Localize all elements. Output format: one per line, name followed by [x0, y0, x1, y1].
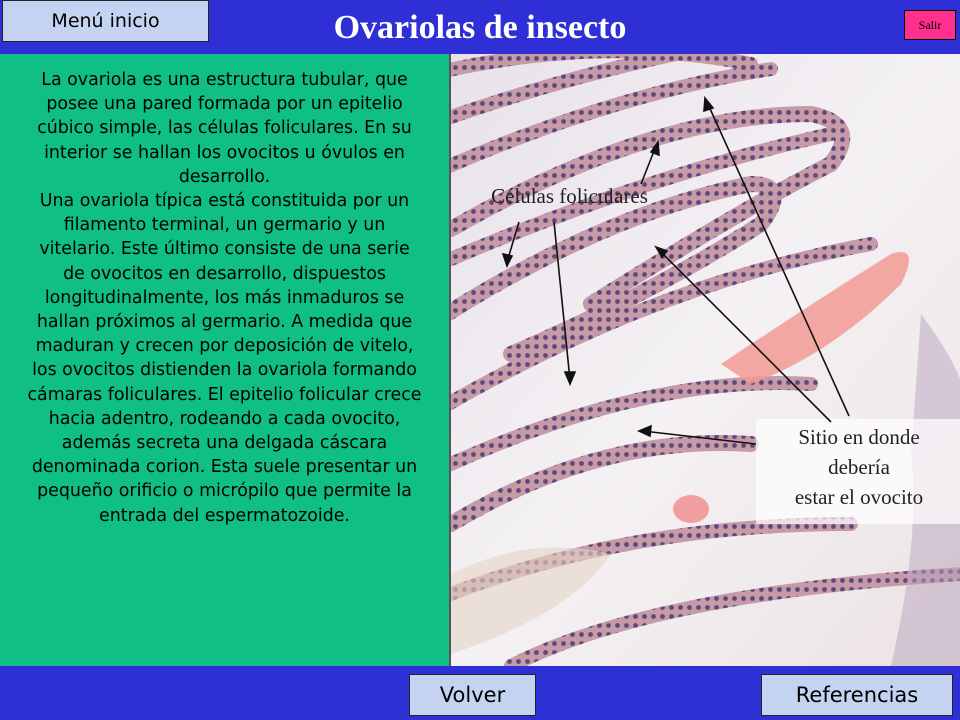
salir-button[interactable]: Salir [904, 10, 956, 40]
follicular-cells-label: Células foliculares [491, 184, 648, 208]
volver-button[interactable]: Volver [409, 674, 536, 716]
referencias-button[interactable]: Referencias [761, 674, 953, 716]
description-panel [0, 54, 449, 666]
oocyte-site-label-line-2: debería [828, 455, 890, 479]
description-paragraph-2: Una ovariola típica está constituida por un filamento terminal, un germario y un vitelario. Este último consiste de una serie de ovocitos en desarrollo, dispuestos longitudinalmente, los más inmaduros se hallan próximos al germario. A medida que maduran y crecen por deposición de vitelo, los ovocitos distienden la ovariola formando cámaras foliculares. El epitelio folicular crece hacia adentro, rodeando a cada ovocito, además secreta una delgada cáscara denominada corion. Esta suele presentar un pequeño orificio o micrópilo que permite la entrada del espermatozoide. [27, 191, 422, 526]
oocyte-site-label-line-3: estar el ovocito [794, 485, 924, 509]
description-paragraph-1: La ovariola es una estructura tubular, que posee una pared formada por un epitelio cúbico simple, las células foliculares. En su interior se hallan los ovocitos u óvulos en desarrollo. [37, 70, 412, 187]
ovariole-micrograph [449, 54, 960, 666]
menu-inicio-button[interactable]: Menú inicio [2, 0, 209, 42]
micrograph-drawing [451, 54, 960, 666]
oocyte-site-label-line-1: Sitio en donde [798, 425, 920, 449]
page-title: Ovariolas de insecto [333, 9, 627, 46]
oocyte-site-label [761, 422, 957, 512]
